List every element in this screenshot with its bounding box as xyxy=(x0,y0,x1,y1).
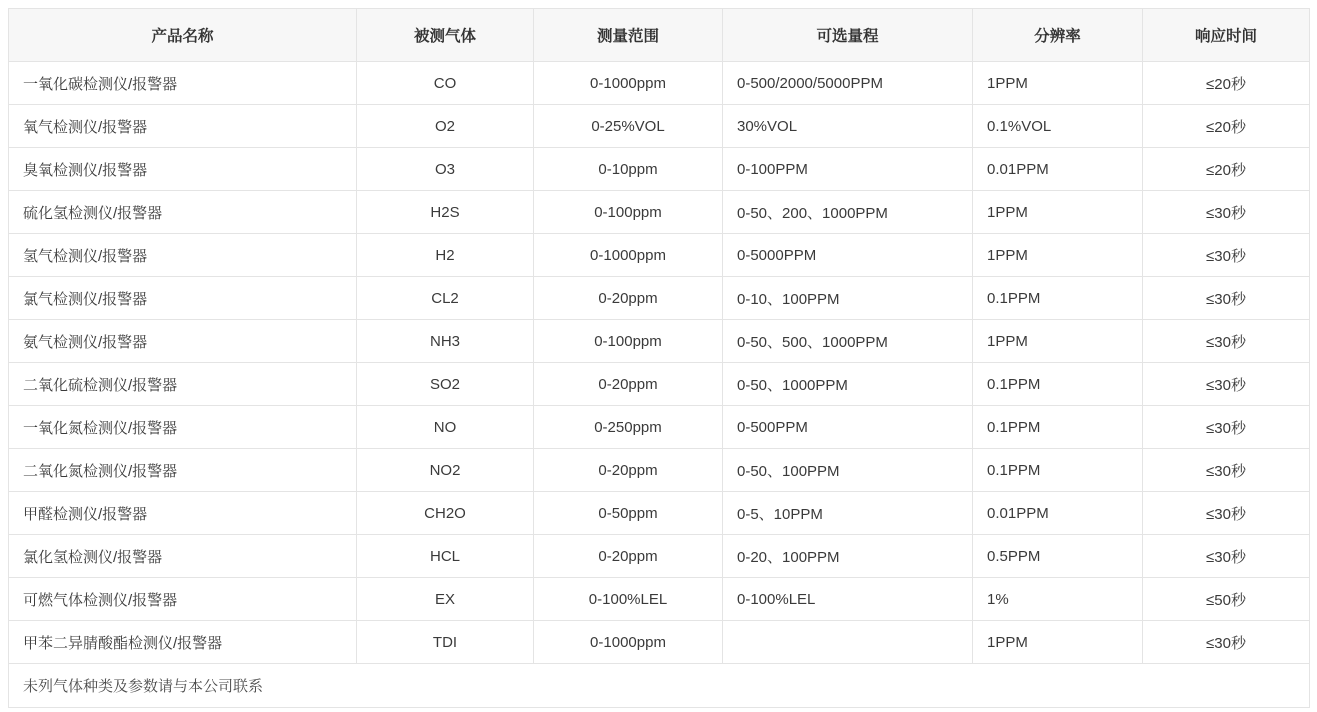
cell-response-time: ≤30秒 xyxy=(1143,449,1310,492)
column-header-product-name: 产品名称 xyxy=(9,9,357,62)
cell-resolution: 0.5PPM xyxy=(973,535,1143,578)
cell-measuring-range: 0-100ppm xyxy=(534,191,723,234)
table-row xyxy=(9,492,1310,535)
cell-resolution: 0.1PPM xyxy=(973,406,1143,449)
cell-response-time: ≤30秒 xyxy=(1143,277,1310,320)
column-header-response-time: 响应时间 xyxy=(1143,9,1310,62)
cell-resolution: 0.01PPM xyxy=(973,148,1143,191)
cell-response-time: ≤30秒 xyxy=(1143,492,1310,535)
cell-measuring-range: 0-20ppm xyxy=(534,277,723,320)
table-row xyxy=(9,234,1310,277)
cell-optional-range: 0-10、100PPM xyxy=(723,277,973,320)
cell-measuring-range: 0-1000ppm xyxy=(534,621,723,664)
table-row xyxy=(9,535,1310,578)
cell-gas: NO2 xyxy=(357,449,534,492)
cell-optional-range: 0-500/2000/5000PPM xyxy=(723,62,973,105)
cell-response-time: ≤20秒 xyxy=(1143,62,1310,105)
cell-measuring-range: 0-250ppm xyxy=(534,406,723,449)
cell-product-name: 臭氧检测仪/报警器 xyxy=(9,148,357,191)
cell-resolution: 1PPM xyxy=(973,621,1143,664)
cell-gas: CL2 xyxy=(357,277,534,320)
cell-measuring-range: 0-20ppm xyxy=(534,535,723,578)
cell-gas: H2 xyxy=(357,234,534,277)
cell-resolution: 0.01PPM xyxy=(973,492,1143,535)
cell-gas: TDI xyxy=(357,621,534,664)
cell-resolution: 0.1PPM xyxy=(973,363,1143,406)
cell-gas: NO xyxy=(357,406,534,449)
table-row xyxy=(9,621,1310,664)
cell-optional-range: 0-5、10PPM xyxy=(723,492,973,535)
cell-optional-range: 0-50、100PPM xyxy=(723,449,973,492)
cell-gas: CH2O xyxy=(357,492,534,535)
cell-response-time: ≤30秒 xyxy=(1143,191,1310,234)
cell-response-time: ≤20秒 xyxy=(1143,148,1310,191)
table-row xyxy=(9,320,1310,363)
cell-optional-range: 0-50、1000PPM xyxy=(723,363,973,406)
cell-optional-range: 0-20、100PPM xyxy=(723,535,973,578)
column-header-measuring-range: 测量范围 xyxy=(534,9,723,62)
cell-measuring-range: 0-1000ppm xyxy=(534,234,723,277)
cell-product-name: 可燃气体检测仪/报警器 xyxy=(9,578,357,621)
cell-measuring-range: 0-100%LEL xyxy=(534,578,723,621)
cell-product-name: 甲苯二异腈酸酯检测仪/报警器 xyxy=(9,621,357,664)
cell-product-name: 氧气检测仪/报警器 xyxy=(9,105,357,148)
cell-response-time: ≤20秒 xyxy=(1143,105,1310,148)
table-row xyxy=(9,449,1310,492)
cell-product-name: 氯气检测仪/报警器 xyxy=(9,277,357,320)
cell-product-name: 一氧化氮检测仪/报警器 xyxy=(9,406,357,449)
gas-detector-spec-table xyxy=(8,8,1310,708)
column-header-gas: 被测气体 xyxy=(357,9,534,62)
cell-resolution: 1PPM xyxy=(973,234,1143,277)
table-row xyxy=(9,277,1310,320)
cell-optional-range: 0-50、500、1000PPM xyxy=(723,320,973,363)
cell-product-name: 二氧化氮检测仪/报警器 xyxy=(9,449,357,492)
cell-resolution: 0.1PPM xyxy=(973,277,1143,320)
table-row xyxy=(9,406,1310,449)
cell-product-name: 甲醛检测仪/报警器 xyxy=(9,492,357,535)
cell-optional-range: 30%VOL xyxy=(723,105,973,148)
cell-measuring-range: 0-10ppm xyxy=(534,148,723,191)
cell-product-name: 二氧化硫检测仪/报警器 xyxy=(9,363,357,406)
cell-resolution: 1PPM xyxy=(973,320,1143,363)
table-row xyxy=(9,191,1310,234)
cell-measuring-range: 0-100ppm xyxy=(534,320,723,363)
cell-measuring-range: 0-25%VOL xyxy=(534,105,723,148)
cell-product-name: 硫化氢检测仪/报警器 xyxy=(9,191,357,234)
cell-product-name: 氯化氢检测仪/报警器 xyxy=(9,535,357,578)
cell-gas: NH3 xyxy=(357,320,534,363)
cell-measuring-range: 0-1000ppm xyxy=(534,62,723,105)
cell-gas: O3 xyxy=(357,148,534,191)
cell-gas: O2 xyxy=(357,105,534,148)
column-header-resolution: 分辨率 xyxy=(973,9,1143,62)
cell-optional-range: 0-500PPM xyxy=(723,406,973,449)
cell-response-time: ≤30秒 xyxy=(1143,535,1310,578)
table-header-row xyxy=(9,9,1310,62)
cell-resolution: 0.1PPM xyxy=(973,449,1143,492)
cell-gas: H2S xyxy=(357,191,534,234)
table-note: 未列气体种类及参数请与本公司联系 xyxy=(9,664,1310,708)
cell-product-name: 氢气检测仪/报警器 xyxy=(9,234,357,277)
table-note-row xyxy=(9,664,1310,708)
table-body xyxy=(9,62,1310,708)
table-row xyxy=(9,148,1310,191)
cell-optional-range: 0-5000PPM xyxy=(723,234,973,277)
cell-resolution: 1% xyxy=(973,578,1143,621)
cell-gas: SO2 xyxy=(357,363,534,406)
table-row xyxy=(9,62,1310,105)
cell-optional-range: 0-50、200、1000PPM xyxy=(723,191,973,234)
cell-resolution: 0.1%VOL xyxy=(973,105,1143,148)
cell-gas: CO xyxy=(357,62,534,105)
cell-optional-range: 0-100%LEL xyxy=(723,578,973,621)
cell-gas: HCL xyxy=(357,535,534,578)
cell-gas: EX xyxy=(357,578,534,621)
cell-measuring-range: 0-20ppm xyxy=(534,449,723,492)
cell-product-name: 氨气检测仪/报警器 xyxy=(9,320,357,363)
cell-optional-range: 0-100PPM xyxy=(723,148,973,191)
cell-response-time: ≤50秒 xyxy=(1143,578,1310,621)
cell-measuring-range: 0-50ppm xyxy=(534,492,723,535)
cell-measuring-range: 0-20ppm xyxy=(534,363,723,406)
cell-response-time: ≤30秒 xyxy=(1143,363,1310,406)
table-row xyxy=(9,363,1310,406)
cell-resolution: 1PPM xyxy=(973,62,1143,105)
table-row xyxy=(9,578,1310,621)
cell-response-time: ≤30秒 xyxy=(1143,406,1310,449)
cell-response-time: ≤30秒 xyxy=(1143,234,1310,277)
cell-resolution: 1PPM xyxy=(973,191,1143,234)
cell-response-time: ≤30秒 xyxy=(1143,320,1310,363)
column-header-optional-range: 可选量程 xyxy=(723,9,973,62)
cell-optional-range xyxy=(723,621,973,664)
cell-product-name: 一氧化碳检测仪/报警器 xyxy=(9,62,357,105)
cell-response-time: ≤30秒 xyxy=(1143,621,1310,664)
table-header xyxy=(9,9,1310,62)
table-row xyxy=(9,105,1310,148)
